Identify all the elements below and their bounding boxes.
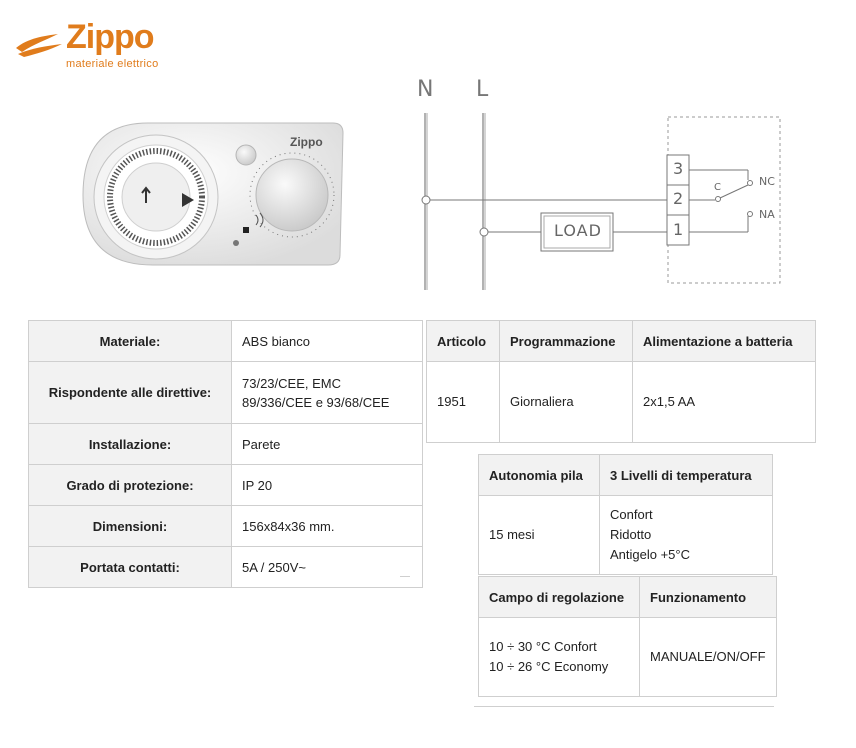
table-header-row bbox=[479, 455, 773, 496]
temperature-level: Confort bbox=[610, 507, 653, 522]
range-line: 10 ÷ 26 °C Economy bbox=[489, 659, 609, 674]
spec-value: 156x84x36 mm. bbox=[232, 506, 423, 547]
contact-na-label: NA bbox=[759, 208, 775, 221]
line-label: L bbox=[476, 77, 489, 102]
table-divider bbox=[474, 706, 774, 707]
table-cell: 1951 bbox=[427, 362, 500, 443]
table-cell: MANUALE/ON/OFF bbox=[640, 618, 777, 697]
spec-table bbox=[28, 320, 423, 588]
temperature-level: Ridotto bbox=[610, 527, 652, 542]
table-row bbox=[29, 547, 423, 588]
column-header: Campo di regolazione bbox=[479, 577, 640, 618]
thermostat-device-image bbox=[78, 115, 348, 275]
contact-nc-label: NC bbox=[759, 175, 775, 188]
flame-swoosh-icon bbox=[14, 30, 66, 58]
table-cell bbox=[600, 496, 773, 575]
brand-name: Zippo bbox=[66, 18, 154, 56]
table-header-row bbox=[427, 321, 816, 362]
column-header: 3 Livelli di temperatura bbox=[600, 455, 773, 496]
terminal-1: 1 bbox=[673, 220, 684, 239]
article-table bbox=[426, 320, 816, 443]
range-line: 10 ÷ 30 °C Confort bbox=[489, 639, 597, 654]
table-row bbox=[479, 496, 773, 575]
spec-value: 5A / 250V~ bbox=[232, 547, 423, 588]
terminal-3: 3 bbox=[673, 159, 684, 178]
spec-key: Installazione: bbox=[29, 424, 232, 465]
spec-key: Portata contatti: bbox=[29, 547, 232, 588]
table-row bbox=[29, 465, 423, 506]
spec-value: 73/23/CEE, EMC 89/336/CEE e 93/68/CEE bbox=[232, 362, 423, 424]
spec-value: IP 20 bbox=[232, 465, 423, 506]
contact-c-label: C bbox=[714, 182, 721, 193]
table-row bbox=[29, 506, 423, 547]
table-row bbox=[427, 362, 816, 443]
spec-key: Grado di protezione: bbox=[29, 465, 232, 506]
table-cell: 2x1,5 AA bbox=[633, 362, 816, 443]
battery-table bbox=[478, 454, 773, 575]
spec-value: ABS bianco bbox=[232, 321, 423, 362]
spec-value: Parete bbox=[232, 424, 423, 465]
table-row bbox=[29, 424, 423, 465]
table-cell: 15 mesi bbox=[479, 496, 600, 575]
wiring-lines bbox=[405, 75, 805, 295]
table-row bbox=[29, 321, 423, 362]
temperature-level: Antigelo +5°C bbox=[610, 547, 690, 562]
spec-key: Dimensioni: bbox=[29, 506, 232, 547]
column-header: Autonomia pila bbox=[479, 455, 600, 496]
column-header: Alimentazione a batteria bbox=[633, 321, 816, 362]
neutral-label: N bbox=[417, 77, 434, 102]
spec-key: Materiale: bbox=[29, 321, 232, 362]
column-header: Articolo bbox=[427, 321, 500, 362]
table-divider bbox=[400, 576, 410, 577]
table-cell: Giornaliera bbox=[500, 362, 633, 443]
zippo-logo bbox=[14, 18, 174, 73]
wiring-diagram bbox=[405, 75, 805, 295]
load-label: LOAD bbox=[554, 221, 602, 240]
spec-key: Rispondente alle direttive: bbox=[29, 362, 232, 424]
device-brand-label: Zippo bbox=[290, 135, 323, 149]
brand-tagline: materiale elettrico bbox=[66, 58, 159, 70]
table-row bbox=[479, 618, 777, 697]
range-table bbox=[478, 576, 777, 697]
table-row bbox=[29, 362, 423, 424]
terminal-2: 2 bbox=[673, 189, 684, 208]
table-cell bbox=[479, 618, 640, 697]
column-header: Programmazione bbox=[500, 321, 633, 362]
table-header-row bbox=[479, 577, 777, 618]
column-header: Funzionamento bbox=[640, 577, 777, 618]
